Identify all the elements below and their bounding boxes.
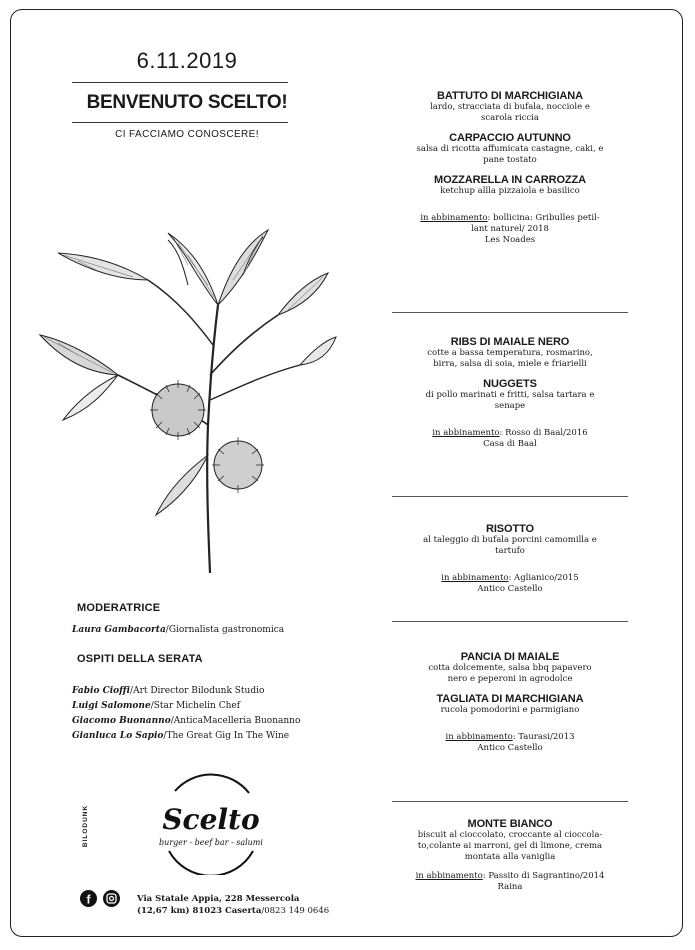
title-divider (72, 122, 288, 123)
course-divider (392, 312, 628, 313)
guest-entry (72, 731, 289, 741)
dish-name: TAGLIATA DI MARCHIGIANA (436, 693, 584, 705)
guest-entry (72, 716, 300, 726)
bilodunk-side-label: BILODUNK (82, 804, 89, 848)
chestnut-branch-illustration (38, 225, 338, 580)
dish-desc: cotte a bassa temperatura, rosmarino, (427, 348, 593, 358)
guest-role: /The Great Gig In The Wine (163, 731, 290, 741)
wine-pairing: in abbinamento: bollicina: Gribulles petil- (420, 213, 600, 223)
moderator-heading: MODERATRICE (77, 602, 161, 614)
guests-heading: OSPITI DELLA SERATA (77, 653, 203, 665)
dish-desc: scarola riccia (481, 113, 539, 123)
date-divider (72, 82, 288, 83)
address-block (137, 893, 329, 917)
course-divider (392, 801, 628, 802)
wine-pairing: in abbinamento: Taurasi/2013 (445, 732, 575, 742)
course-1 (392, 90, 628, 246)
guest-name: Luigi Salomone (72, 701, 151, 711)
wine-producer: Antico Castello (477, 584, 543, 594)
page-subtitle: CI FACCIAMO CONOSCERE! (115, 129, 259, 140)
dish-desc: al taleggio di bufala porcini camomilla e (423, 535, 597, 545)
guest-name: Gianluca Lo Sapio (72, 731, 164, 741)
dish-desc: rucola pomodorini e parmigiano (440, 705, 580, 715)
dish-name: PANCIA DI MAIALE (460, 651, 560, 663)
wine-producer: Antico Castello (477, 743, 543, 753)
guest-role: /AnticaMacelleria Buonanno (170, 716, 301, 726)
course-divider (392, 496, 628, 497)
dish-desc: di pollo marinati e fritti, salsa tartara e (425, 390, 595, 400)
dish-desc: montata alla vaniglia (464, 852, 556, 862)
moderator-entry (72, 625, 284, 635)
dish-name: NUGGETS (483, 378, 537, 390)
guest-role: /Art Director Bilodunk Studio (130, 686, 265, 696)
wine-producer: Les Noades (484, 235, 536, 245)
dish-desc: lardo, stracciata di bufala, nocciole e (430, 102, 590, 112)
wine-pairing-line: lant naturel/ 2018 (471, 224, 549, 234)
wine-producer: Casa di Baal (483, 439, 537, 449)
address-city: (12,67 km) 81023 Caserta (137, 906, 262, 916)
guest-entry (72, 686, 264, 696)
event-date: 6.11.2019 (136, 48, 238, 73)
page-title: BENVENUTO SCELTO! (86, 92, 288, 113)
dish-desc: tartufo (495, 546, 525, 556)
address-street: Via Statale Appia, 228 Messercola (137, 894, 300, 904)
moderator-name: Laura Gambacorta (72, 625, 166, 635)
dish-desc: ketchup allla pizzaiola e basilico (440, 186, 580, 196)
svg-text:f: f (86, 892, 91, 907)
dish-desc: birra, salsa di soia, miele e friarielli (433, 359, 587, 369)
course-2 (392, 336, 628, 450)
course-5 (392, 818, 628, 893)
scelto-logo (155, 771, 267, 875)
course-4 (392, 651, 628, 754)
guest-role: /Star Michelin Chef (150, 701, 241, 711)
course-3 (392, 523, 628, 595)
dish-name: MOZZARELLA IN CARROZZA (434, 174, 586, 186)
guest-entry (72, 701, 240, 711)
wine-producer: Raina (497, 882, 523, 892)
dish-desc: cotta dolcemente, salsa bbq papavero (428, 663, 592, 673)
course-divider (392, 621, 628, 622)
moderator-role: /Giornalista gastronomica (165, 625, 285, 635)
facebook-icon[interactable] (80, 890, 97, 907)
dish-name: RISOTTO (486, 523, 534, 535)
logo-tagline: burger - beef bar - salumi (159, 838, 263, 847)
wine-pairing: in abbinamento: Passito di Sagrantino/2014 (415, 871, 605, 881)
dish-desc: senape (494, 401, 526, 411)
guest-name: Fabio Cioffi (72, 686, 131, 696)
dish-name: CARPACCIO AUTUNNO (449, 132, 571, 144)
instagram-icon[interactable] (103, 890, 120, 907)
dish-desc: biscuit al cioccolato, croccante al cioccola- (417, 830, 603, 840)
dish-desc: nero e peperoni in agrodolce (447, 674, 573, 684)
dish-desc: to,colante ai marroni, gel di limone, crema (417, 841, 603, 851)
wine-pairing: in abbinamento: Aglianico/2015 (441, 573, 579, 583)
phone-number: /0823 149 0646 (261, 906, 330, 916)
logo-wordmark: Scelto (162, 803, 260, 836)
guest-name: Giacomo Buonanno (72, 716, 171, 726)
dish-name: BATTUTO DI MARCHIGIANA (437, 90, 583, 102)
dish-desc: salsa di ricotta affumicata castagne, caki, e (416, 144, 604, 154)
wine-pairing: in abbinamento: Rosso di Baal/2016 (432, 428, 588, 438)
dish-name: MONTE BIANCO (467, 818, 553, 830)
dish-desc: pane tostato (483, 155, 537, 165)
dish-name: RIBS DI MAIALE NERO (450, 336, 570, 348)
